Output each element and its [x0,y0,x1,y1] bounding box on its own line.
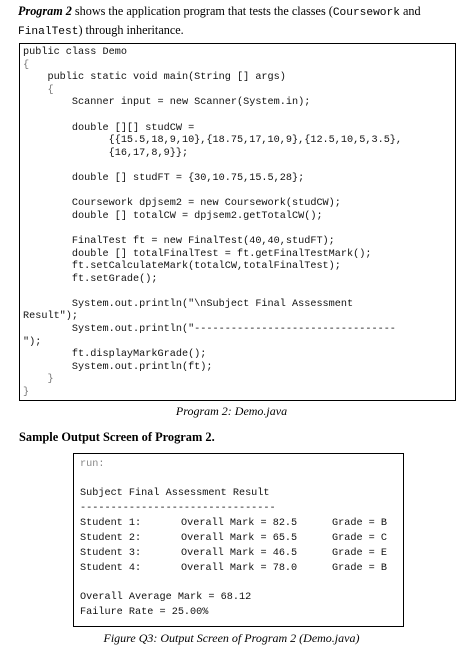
code-line: System.out.println("--------------------------------- [23,324,396,336]
figure-caption: Figure Q3: Output Screen of Program 2 (Demo.java) [103,631,360,645]
code-line: { [23,59,30,71]
student-name: Student 1: [80,518,142,529]
code-line: public class Demo [23,47,127,58]
code-line: public static void main(String [] args) [23,72,286,84]
student-grade: Grade = E [332,548,388,559]
program-caption: Program 2: Demo.java [175,404,288,418]
student-grade: Grade = B [332,518,388,529]
student-grade: Grade = C [332,533,388,544]
code-line: "); [23,336,42,348]
run-label: run: [80,459,105,470]
code-line: } [23,387,30,399]
code-line: Coursework dpjsem2 = new Coursework(studCW); [23,198,341,210]
intro-paragraph: Program 2 shows the application program that tests the classes (Coursework and FinalTest) through inheritance. [18,4,421,38]
student-name: Student 3: [80,548,142,559]
code-line: System.out.println("\nSubject Final Assessment [23,298,354,310]
student-mark: Overall Mark = 78.0 [181,563,298,574]
code-line: Scanner input = new Scanner(System.in); [23,97,311,109]
program-label: Program 2 [18,4,72,18]
code-line: { [23,84,54,96]
code-line: ft.displayMarkGrade(); [23,349,207,361]
code-line: System.out.println(ft); [23,361,213,373]
output-screen-box [73,453,404,627]
code-line: double [] studFT = {30,10.75,15.5,28}; [23,172,305,184]
student-mark: Overall Mark = 65.5 [181,533,298,544]
section-title: Sample Output Screen of Program 2. [19,430,215,444]
failure-rate: Failure Rate = 25.00% [80,607,209,618]
code-line: {16,17,8,9}}; [23,147,189,159]
code-line: {{15.5,18,9,10},{18.75,17,10,9},{12.5,10,5,3.5}, [23,135,403,147]
class-name-coursework: Coursework [332,7,400,19]
class-name-finaltest: FinalTest [18,26,79,38]
code-listing [23,47,402,400]
output-header: Subject Final Assessment Result [80,488,270,499]
code-line: double [] totalCW = dpjsem2.getTotalCW(); [23,210,323,222]
code-line: ft.setCalculateMark(totalCW,totalFinalTest); [23,261,341,273]
overall-average: Overall Average Mark = 68.12 [80,592,252,603]
code-line: double [] totalFinalTest = ft.getFinalTestMark(); [23,248,372,260]
code-line: double [][] studCW = [23,122,195,134]
code-listing-box [19,43,456,401]
output-divider: -------------------------------- [80,503,276,514]
student-grade: Grade = B [332,563,388,574]
code-line: ft.setGrade(); [23,273,158,285]
code-line: } [23,374,54,386]
code-line: Result"); [23,311,79,323]
student-mark: Overall Mark = 46.5 [181,548,298,559]
student-mark: Overall Mark = 82.5 [181,518,298,529]
student-name: Student 4: [80,563,142,574]
code-line: FinalTest ft = new FinalTest(40,40,studFT); [23,235,335,247]
student-name: Student 2: [80,533,142,544]
